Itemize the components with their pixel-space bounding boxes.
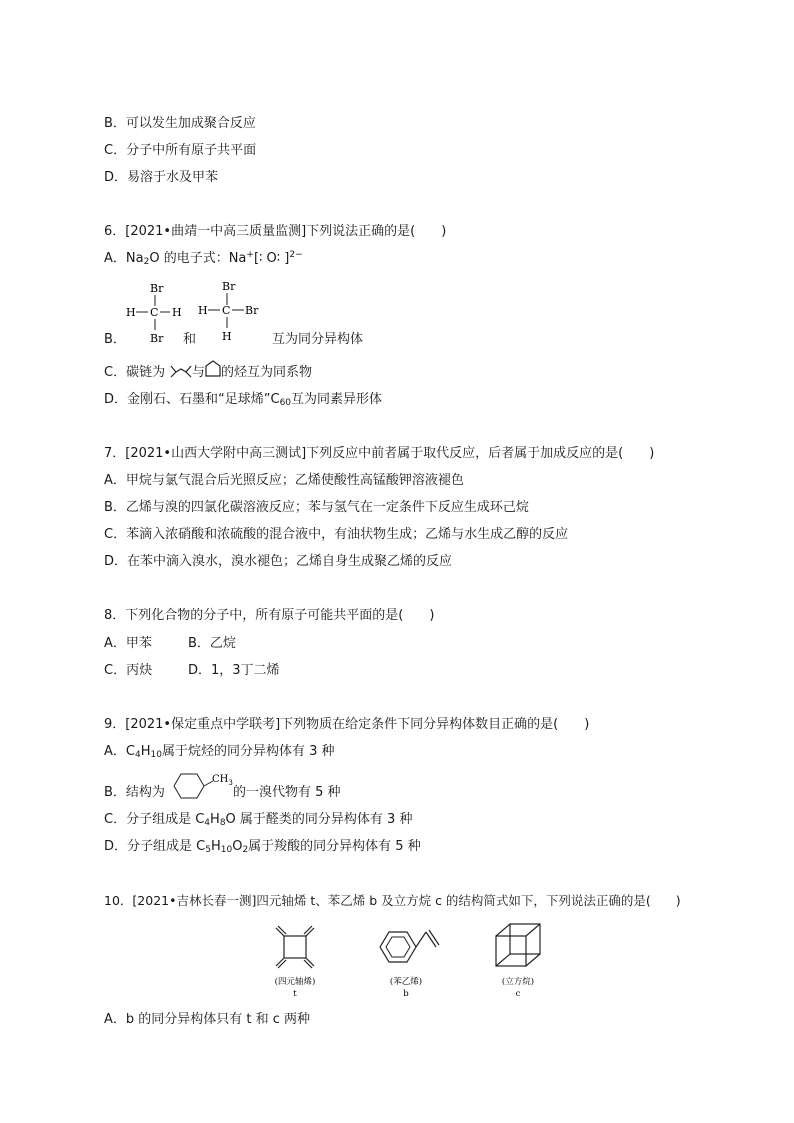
- dibromomethane-structure-1: [120, 280, 190, 346]
- h-label: H: [126, 306, 136, 319]
- q9-option-a: A．$C_4H_{10}$属于烷烃的同分异构体有 3 种: [104, 744, 335, 760]
- h-label: H: [222, 330, 232, 343]
- q8-option-c: C．丙炔: [104, 663, 153, 678]
- q7-option-d: D．在苯中滴入溴水，溴水褪色；乙烯自身生成聚乙烯的反应: [104, 554, 453, 569]
- br-label: Br: [245, 304, 259, 317]
- q6-option-b-and: 和: [183, 332, 197, 347]
- styrene-structure: [374, 922, 464, 1000]
- q8-option-d: D．1，3丁二烯: [188, 663, 280, 678]
- q9-option-d: D．分子组成是 $C_5H_{10}O_2$属于羧酸的同分异构体有 5 种: [104, 839, 421, 855]
- cubane-structure: [490, 918, 554, 1000]
- styrene-letter: b: [403, 989, 409, 999]
- dibromomethane-structure-2: [196, 278, 266, 344]
- cyclopentane-icon: [205, 360, 221, 378]
- tetraradialene-caption: (四元轴烯): [274, 977, 316, 987]
- c-label: C: [150, 306, 159, 319]
- styrene-caption: (苯乙烯): [389, 977, 423, 987]
- q6-option-d: D．金刚石、石墨和“足球烯$”C_{60}$互为同素异形体: [104, 392, 383, 408]
- tetraradialene-structure: [270, 922, 322, 1000]
- q9-stem: 9．[2021•保定重点中学联考]下列物质在给定条件下同分异构体数目正确的是( ): [104, 717, 590, 732]
- ch3-label: $CH_3$: [212, 774, 233, 787]
- branched-carbon-chain-icon: [170, 363, 192, 379]
- c-label: C: [222, 304, 231, 317]
- tetraradialene-letter: t: [293, 989, 297, 999]
- q8-stem: 8．下列化合物的分子中，所有原子可能共平面的是( ): [104, 608, 435, 623]
- q5-option-d: D．易溶于水及甲苯: [104, 170, 219, 185]
- q6-option-a: A．$Na_2O$ 的电子式：Na+[∶ O∶ ]$^{2-}$: [104, 250, 303, 267]
- q10-option-a: A．b 的同分异构体只有 t 和 c 两种: [104, 1012, 311, 1027]
- q5-option-c: C．分子中所有原子共平面: [104, 143, 257, 158]
- q7-option-a: A．甲烷与氯气混合后光照反应；乙烯使酸性高锰酸钾溶液褪色: [104, 473, 464, 488]
- q8-option-b: B．乙烷: [188, 636, 236, 651]
- br-label: Br: [150, 332, 164, 345]
- q6-option-b-prefix: B．: [104, 332, 126, 347]
- cubane-caption: (立方烷): [501, 977, 535, 987]
- q6-option-c-suffix: 的烃互为同系物: [221, 365, 313, 380]
- q6-option-c-mid: 与: [192, 365, 206, 380]
- q6-option-c-prefix: C．碳链为: [104, 365, 166, 380]
- q9-option-b-prefix: B．结构为: [104, 785, 165, 800]
- br-label: Br: [222, 280, 236, 293]
- q6-option-b-suffix: 互为同分异构体: [272, 332, 364, 347]
- methylcyclohexane-structure: [166, 769, 236, 803]
- br-label: Br: [150, 282, 164, 295]
- h-label: H: [198, 304, 208, 317]
- h-label: H: [172, 306, 182, 319]
- q5-option-b: B．可以发生加成聚合反应: [104, 116, 256, 131]
- q10-stem: 10．[2021•吉林长春一测]四元轴烯 t、苯乙烯 b 及立方烷 c 的结构简式如下，下列说法正确的是( ): [104, 893, 681, 908]
- q7-stem: 7．[2021•山西大学附中高三测试]下列反应中前者属于取代反应，后者属于加成反应的是( ): [104, 446, 655, 461]
- q6-stem: 6．[2021•曲靖一中高三质量监测]下列说法正确的是( ): [104, 224, 447, 239]
- q9-option-c: C．分子组成是 $C_4H_8O$ 属于醛类的同分异构体有 3 种: [104, 812, 413, 828]
- cubane-letter: c: [515, 989, 521, 999]
- q8-option-a: A．甲苯: [104, 636, 152, 651]
- q7-option-c: C．苯滴入浓硝酸和浓硫酸的混合液中，有油状物生成；乙烯与水生成乙醇的反应: [104, 527, 569, 542]
- q7-option-b: B．乙烯与溴的四氯化碳溶液反应；苯与氢气在一定条件下反应生成环己烷: [104, 500, 529, 515]
- q9-option-b-suffix: 的一溴代物有 5 种: [233, 785, 341, 800]
